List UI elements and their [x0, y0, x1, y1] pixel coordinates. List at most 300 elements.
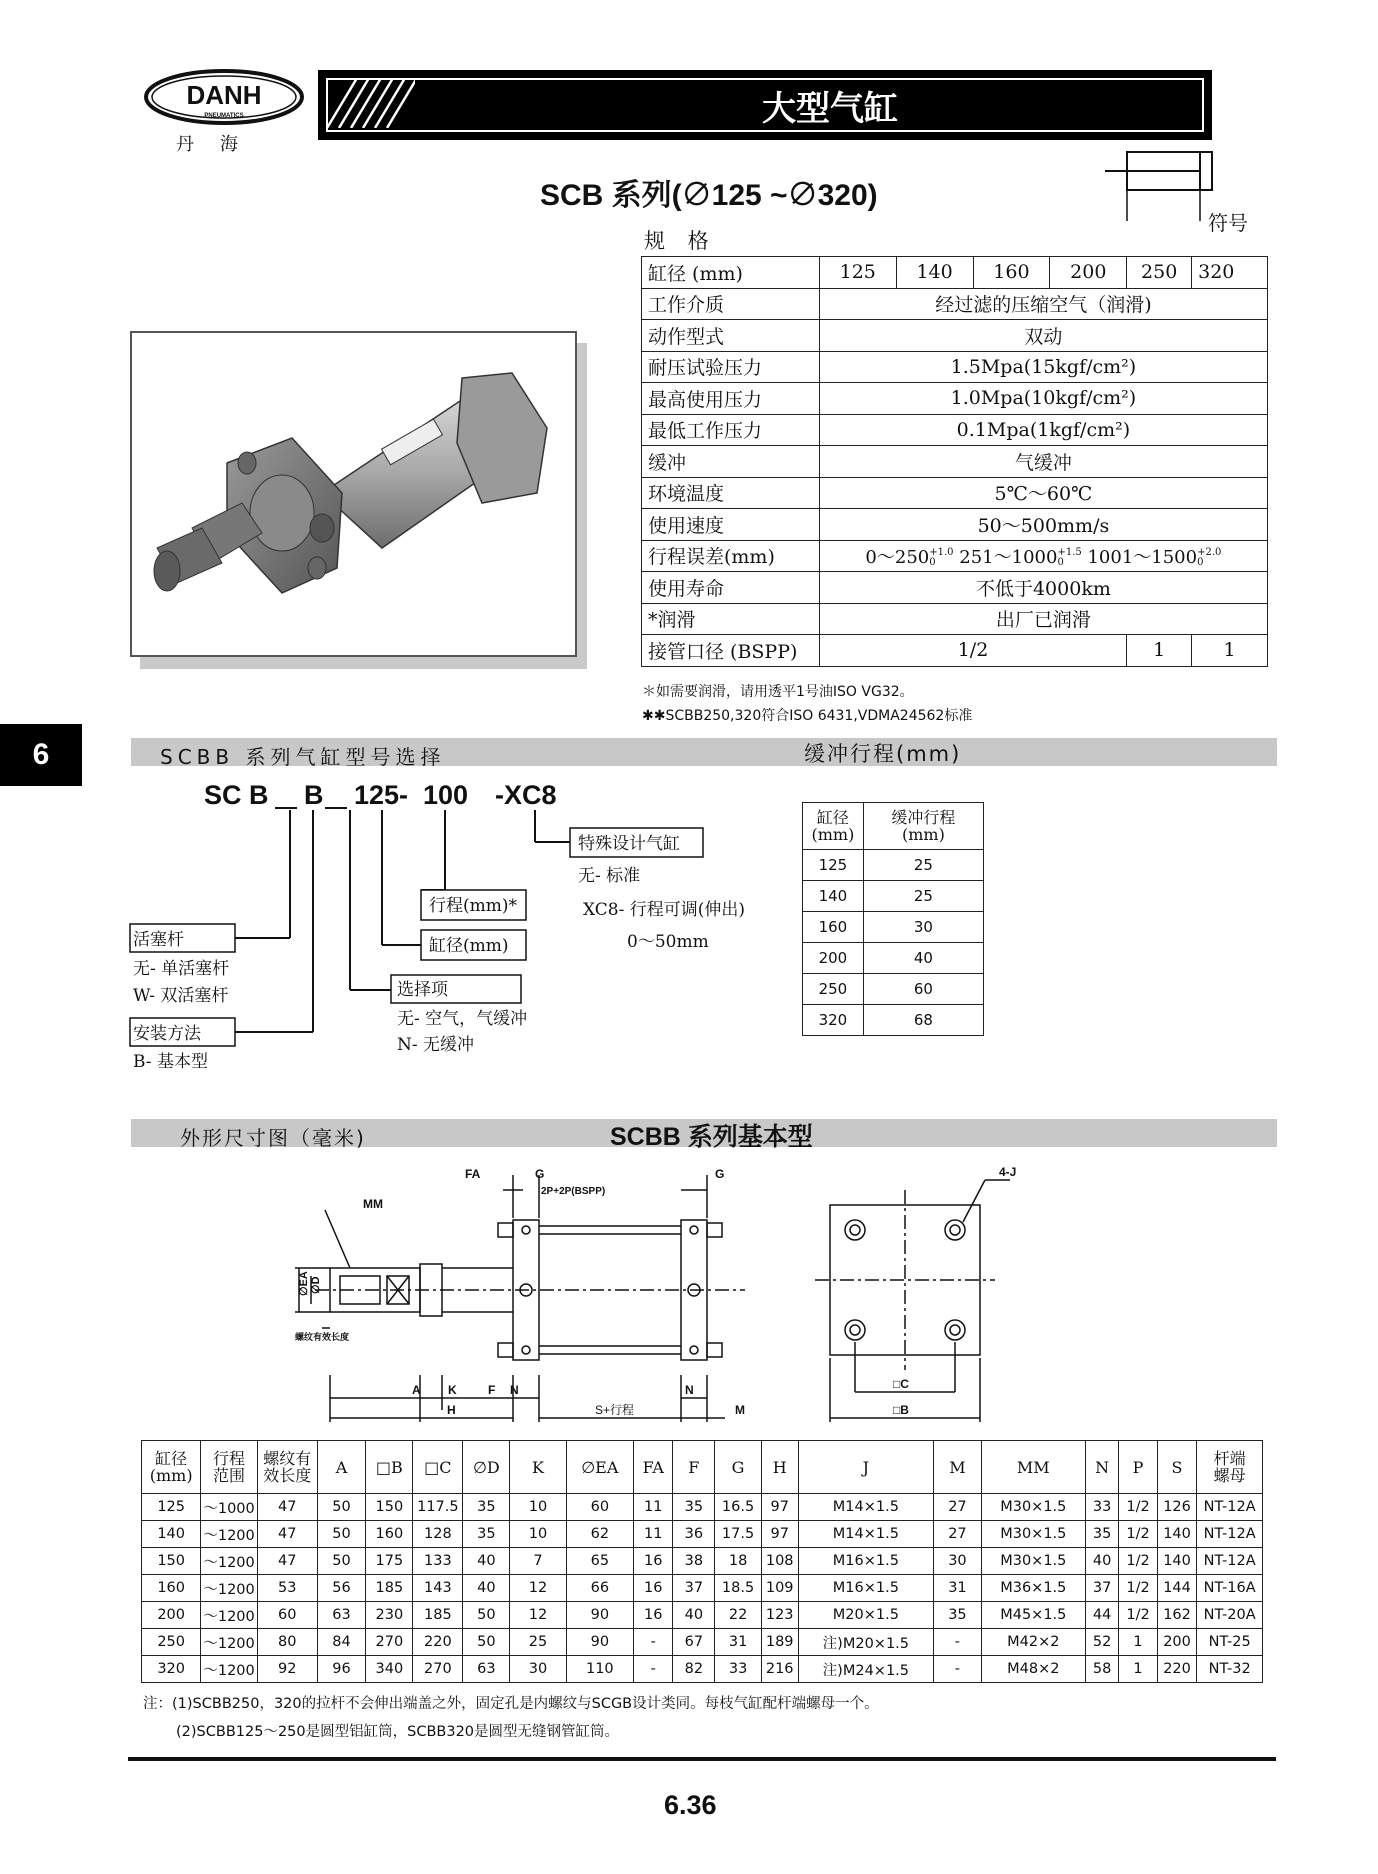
dim-cell: M20×1.5 [798, 1602, 934, 1629]
spec-label: 耐压试验压力 [642, 351, 820, 383]
dim-cell: - [634, 1656, 673, 1683]
dim-cell: 340 [366, 1656, 413, 1683]
dim-cell: 56 [317, 1575, 366, 1602]
dim-cell: 185 [366, 1575, 413, 1602]
dim-header-cell: N [1085, 1441, 1118, 1494]
dim-cell: 126 [1157, 1494, 1197, 1521]
text-special-1: 无- 标准 [578, 866, 641, 886]
cushion-row [803, 1005, 984, 1036]
dim-cell: 82 [673, 1656, 715, 1683]
label-option: 选择项 [397, 980, 448, 1000]
dim-cell: 62 [566, 1521, 634, 1548]
spec-bore-value: 250 [1127, 257, 1192, 289]
dim-cell: 53 [257, 1575, 317, 1602]
dim-cell: 16 [634, 1575, 673, 1602]
dim-cell: 10 [510, 1521, 566, 1548]
logo-tag: PNEUMATICS [204, 113, 244, 119]
dimension-title: 外形尺寸图（毫米) [180, 1126, 366, 1150]
spec-label: 动作型式 [642, 320, 820, 352]
dim-cell: 47 [257, 1494, 317, 1521]
spec-row [642, 446, 1268, 478]
dim-cell: NT-32 [1197, 1656, 1263, 1683]
dim-cell: 40 [463, 1575, 510, 1602]
dim-cell: 52 [1085, 1629, 1118, 1656]
dim-cell: 162 [1157, 1602, 1197, 1629]
dim-cell: 17.5 [715, 1521, 761, 1548]
dim-cell: 50 [317, 1548, 366, 1575]
dim-cell: 11 [634, 1521, 673, 1548]
dim-cell: 125 [142, 1494, 201, 1521]
dim-cell: M42×2 [981, 1629, 1085, 1656]
dim-header-cell: FA [634, 1441, 673, 1494]
code-part-special: -XC8 [495, 780, 557, 810]
page-number: 6.36 [664, 1790, 717, 1820]
bottom-notes [143, 1690, 879, 1746]
cushion-table [802, 802, 984, 1036]
dim-row [142, 1629, 1263, 1656]
dim-header-cell: M [934, 1441, 982, 1494]
dim-row [142, 1602, 1263, 1629]
code-part-mount: B [304, 780, 324, 810]
text-rod-1: 无- 单活塞杆 [133, 959, 230, 979]
dim-cell: 47 [257, 1521, 317, 1548]
bottom-note: (2)SCBB125～250是圆型铝缸筒，SCBB320是圆型无缝钢管缸筒。 [176, 1724, 620, 1740]
dim-cell: 80 [257, 1629, 317, 1656]
code-part-stroke: 100 [423, 780, 469, 810]
spec-label: 缓冲 [642, 446, 820, 478]
dim-ea: ∅EA [298, 1271, 310, 1296]
cushion-header-row [803, 803, 984, 850]
spec-value: 不低于4000km [819, 572, 1267, 604]
dim-cell: 60 [566, 1494, 634, 1521]
dim-n2: N [685, 1383, 694, 1397]
dim-cell: 22 [715, 1602, 761, 1629]
dim-cell: 90 [566, 1602, 634, 1629]
spec-value: 1.0Mpa(10kgf/cm²) [819, 383, 1267, 415]
dim-cell: 108 [761, 1548, 798, 1575]
chapter-tab: 6 [0, 724, 82, 786]
dim-cell: 66 [566, 1575, 634, 1602]
cushion-header: 缸径 (mm) [803, 803, 864, 850]
dim-cell: 175 [366, 1548, 413, 1575]
spec-heading: 规 格 [644, 229, 717, 253]
dim-ports: 2P+2P(BSPP) [541, 1186, 606, 1197]
dim-header-cell: 杆端 螺母 [1197, 1441, 1263, 1494]
dim-cell: 36 [673, 1521, 715, 1548]
cushion-header: 缓冲行程 (mm) [863, 803, 983, 850]
spec-row [642, 603, 1268, 635]
dim-s: S+行程 [595, 1403, 635, 1417]
dimension-table [141, 1440, 1263, 1683]
cushion-cell: 160 [803, 912, 864, 943]
footer-rule [128, 1757, 1276, 1761]
spec-note: ✱✱SCBB250,320符合ISO 6431,VDMA24562标准 [642, 708, 973, 724]
spec-value: 5℃～60℃ [819, 477, 1267, 509]
dim-cell: 50 [317, 1494, 366, 1521]
spec-label: 接管口径 (BSPP) [642, 635, 820, 667]
dim-cell: 143 [413, 1575, 463, 1602]
spec-bore-value: 125 [819, 257, 896, 289]
dim-cell: NT-16A [1197, 1575, 1263, 1602]
cushion-cell: 25 [863, 881, 983, 912]
dim-cell: 92 [257, 1656, 317, 1683]
dim-cell: 50 [463, 1629, 510, 1656]
dim-cell: 96 [317, 1656, 366, 1683]
dim-cell: ～1200 [201, 1602, 257, 1629]
dim-cell: 123 [761, 1602, 798, 1629]
dim-cell: ～1000 [201, 1494, 257, 1521]
dim-cell: 160 [366, 1521, 413, 1548]
dim-cell: NT-12A [1197, 1548, 1263, 1575]
dim-row [142, 1575, 1263, 1602]
dim-cell: 37 [1085, 1575, 1118, 1602]
dim-cell: 注)M20×1.5 [798, 1629, 934, 1656]
text-special-3: 0～50mm [627, 932, 709, 952]
dim-cell: M16×1.5 [798, 1575, 934, 1602]
spec-table [641, 256, 1268, 667]
dim-cell: 63 [317, 1602, 366, 1629]
text-option-1: 无- 空气，气缓冲 [397, 1009, 528, 1029]
dim-header-cell: MM [981, 1441, 1085, 1494]
dim-cell: M14×1.5 [798, 1521, 934, 1548]
dim-cell: 7 [510, 1548, 566, 1575]
cushion-cell: 320 [803, 1005, 864, 1036]
dim-cell: 注)M24×1.5 [798, 1656, 934, 1683]
dim-cell: 40 [463, 1548, 510, 1575]
spec-row [642, 383, 1268, 415]
dim-header-cell: □B [366, 1441, 413, 1494]
spec-value: 0.1Mpa(1kgf/cm²) [819, 414, 1267, 446]
dim-cell: - [934, 1629, 982, 1656]
spec-bore-value: 200 [1050, 257, 1127, 289]
dim-cell: 220 [413, 1629, 463, 1656]
dim-cell: M48×2 [981, 1656, 1085, 1683]
dim-cell: 40 [673, 1602, 715, 1629]
dim-cell: 33 [1085, 1494, 1118, 1521]
label-stroke: 行程(mm)* [429, 896, 518, 916]
dim-h: H [447, 1403, 456, 1417]
danh-logo [143, 68, 305, 126]
dim-j: 4-J [999, 1165, 1017, 1179]
dim-cell: 1 [1119, 1656, 1157, 1683]
dim-cell: ～1200 [201, 1656, 257, 1683]
dim-cell: 10 [510, 1494, 566, 1521]
spec-label: 环境温度 [642, 477, 820, 509]
dim-cell: ～1200 [201, 1548, 257, 1575]
cushion-row [803, 974, 984, 1005]
spec-port-value: 1/2 [819, 635, 1126, 667]
cushion-cell: 40 [863, 943, 983, 974]
dim-cell: 63 [463, 1656, 510, 1683]
dim-header-cell: 螺纹有 效长度 [257, 1441, 317, 1494]
cylinder-illustration [132, 333, 575, 655]
spec-port-value: 1 [1192, 635, 1268, 667]
series-title: SCB 系列(∅125 ~∅320) [540, 179, 878, 212]
spec-label: 使用寿命 [642, 572, 820, 604]
dim-cell: 144 [1157, 1575, 1197, 1602]
dim-cell: NT-25 [1197, 1629, 1263, 1656]
dim-cell: 31 [715, 1629, 761, 1656]
dim-header-cell: □C [413, 1441, 463, 1494]
spec-row [642, 509, 1268, 541]
dim-cell: 230 [366, 1602, 413, 1629]
cushion-row [803, 943, 984, 974]
dim-cell: 150 [366, 1494, 413, 1521]
spec-value: 50～500mm/s [819, 509, 1267, 541]
text-option-2: N- 无缓冲 [397, 1035, 475, 1055]
dim-cell: 27 [934, 1521, 982, 1548]
spec-label: *润滑 [642, 603, 820, 635]
dim-g1: G [535, 1167, 545, 1181]
dim-fa: FA [465, 1167, 481, 1181]
label-mount: 安装方法 [133, 1024, 201, 1044]
dim-cell: 220 [1157, 1656, 1197, 1683]
dim-cell: 30 [510, 1656, 566, 1683]
cushion-cell: 25 [863, 850, 983, 881]
dim-cell: 97 [761, 1494, 798, 1521]
cushion-row [803, 881, 984, 912]
dim-cell: 320 [142, 1656, 201, 1683]
spec-row [642, 572, 1268, 604]
dim-a: A [412, 1383, 421, 1397]
spec-row-port [642, 635, 1268, 667]
cushion-row [803, 912, 984, 943]
dim-header-cell: ∅EA [566, 1441, 634, 1494]
product-photo [130, 331, 577, 657]
dim-cell: 50 [463, 1602, 510, 1629]
cushion-cell: 68 [863, 1005, 983, 1036]
spec-value: 0～250+1.0 0 251～1000+1.5 0 1001～1500+2.0 0 [819, 540, 1267, 572]
dim-row [142, 1494, 1263, 1521]
dim-header-cell: G [715, 1441, 761, 1494]
dim-cell: 128 [413, 1521, 463, 1548]
dim-c: □C [893, 1377, 909, 1391]
dim-cell: 60 [257, 1602, 317, 1629]
spec-bore-value: 160 [973, 257, 1050, 289]
dim-cell: ～1200 [201, 1521, 257, 1548]
dim-cell: 25 [510, 1629, 566, 1656]
dim-cell: 38 [673, 1548, 715, 1575]
cushion-cell: 250 [803, 974, 864, 1005]
spec-label: 工作介质 [642, 288, 820, 320]
dim-cell: 33 [715, 1656, 761, 1683]
page-title-bar [318, 70, 1212, 140]
dim-cell: - [934, 1656, 982, 1683]
dim-header-cell: F [673, 1441, 715, 1494]
dim-cell: 185 [413, 1602, 463, 1629]
spec-row [642, 320, 1268, 352]
dim-cell: 90 [566, 1629, 634, 1656]
dim-g2: G [715, 1167, 725, 1181]
dim-cell: M30×1.5 [981, 1521, 1085, 1548]
symbol-label: 符号 [1208, 211, 1248, 235]
dim-mm: MM [363, 1197, 383, 1211]
dim-header-cell: H [761, 1441, 798, 1494]
dim-cell: 18.5 [715, 1575, 761, 1602]
spec-value: 双动 [819, 320, 1267, 352]
spec-value: 1.5Mpa(15kgf/cm²) [819, 351, 1267, 383]
dim-cell: 65 [566, 1548, 634, 1575]
cushion-cell: 60 [863, 974, 983, 1005]
dim-cell: M14×1.5 [798, 1494, 934, 1521]
dim-cell: 18 [715, 1548, 761, 1575]
dim-cell: 37 [673, 1575, 715, 1602]
cushion-cell: 140 [803, 881, 864, 912]
dim-cell: 160 [142, 1575, 201, 1602]
dim-cell: 1/2 [1119, 1602, 1157, 1629]
logo-wordmark: DANH [186, 80, 262, 110]
spec-bore-value: 320 [1192, 257, 1268, 289]
dim-row [142, 1656, 1263, 1683]
dim-cell: 31 [934, 1575, 982, 1602]
dim-cell: - [634, 1629, 673, 1656]
dim-cell: 1/2 [1119, 1548, 1157, 1575]
dim-header-row [142, 1441, 1263, 1494]
dim-cell: 1 [1119, 1629, 1157, 1656]
dim-cell: 40 [1085, 1548, 1118, 1575]
dim-cell: 35 [463, 1494, 510, 1521]
dim-header-cell: S [1157, 1441, 1197, 1494]
dim-cell: 47 [257, 1548, 317, 1575]
cushion-cell: 125 [803, 850, 864, 881]
dim-cell: 35 [934, 1602, 982, 1629]
dim-cell: 117.5 [413, 1494, 463, 1521]
dim-cell: M45×1.5 [981, 1602, 1085, 1629]
dim-cell: NT-12A [1197, 1494, 1263, 1521]
dim-cell: 97 [761, 1521, 798, 1548]
spec-value: 出厂已润滑 [819, 603, 1267, 635]
dim-header-cell: P [1119, 1441, 1157, 1494]
dim-thread: 螺纹有效长度 [295, 1332, 350, 1342]
label-bore: 缸径(mm) [429, 936, 509, 956]
dim-header-cell: A [317, 1441, 366, 1494]
dim-cell: 12 [510, 1602, 566, 1629]
dim-f: F [488, 1383, 496, 1397]
dim-cell: 200 [1157, 1629, 1197, 1656]
text-special-2: XC8- 行程可调(伸出) [583, 900, 746, 920]
spec-label: 缸径 (mm) [642, 257, 820, 289]
label-rod: 活塞杆 [133, 930, 184, 950]
spec-port-value: 1 [1127, 635, 1192, 667]
spec-row [642, 414, 1268, 446]
dim-cell: ～1200 [201, 1629, 257, 1656]
cushion-row [803, 850, 984, 881]
dim-cell: 12 [510, 1575, 566, 1602]
spec-label: 最低工作压力 [642, 414, 820, 446]
dim-row [142, 1521, 1263, 1548]
dim-cell: 11 [634, 1494, 673, 1521]
dim-cell: 270 [366, 1629, 413, 1656]
dim-cell: 58 [1085, 1656, 1118, 1683]
dim-n1: N [510, 1383, 519, 1397]
dim-cell: 216 [761, 1656, 798, 1683]
dim-cell: 133 [413, 1548, 463, 1575]
spec-row-stroke-tolerance [642, 540, 1268, 572]
dim-cell: 35 [673, 1494, 715, 1521]
dim-k: K [448, 1383, 457, 1397]
label-special: 特殊设计气缸 [578, 834, 680, 854]
dim-cell: 35 [463, 1521, 510, 1548]
spec-row [642, 477, 1268, 509]
dim-cell: 1/2 [1119, 1521, 1157, 1548]
dim-header-cell: K [510, 1441, 566, 1494]
brand-name-cn: 丹海 [176, 134, 264, 155]
dim-cell: 270 [413, 1656, 463, 1683]
dim-cell: 44 [1085, 1602, 1118, 1629]
dim-cell: 27 [934, 1494, 982, 1521]
page-title: 大型气缸 [762, 89, 898, 129]
dim-cell: 189 [761, 1629, 798, 1656]
dim-cell: 67 [673, 1629, 715, 1656]
dim-cell: 140 [1157, 1548, 1197, 1575]
bottom-note: 注：(1)SCBB250，320的拉杆不会伸出端盖之外，固定孔是内螺纹与SCGB设计类同。每枝气缸配杆端螺母一个。 [143, 1696, 879, 1712]
spec-row [642, 351, 1268, 383]
dim-cell: 200 [142, 1602, 201, 1629]
code-part-bore: 125- [354, 780, 409, 810]
dim-d: ∅D [310, 1276, 322, 1294]
dim-cell: M30×1.5 [981, 1548, 1085, 1575]
dim-cell: NT-12A [1197, 1521, 1263, 1548]
cushion-cell: 30 [863, 912, 983, 943]
dim-m: M [735, 1403, 745, 1417]
dim-b: □B [893, 1403, 909, 1417]
dim-cell: 30 [934, 1548, 982, 1575]
spec-notes [642, 680, 972, 728]
dim-header-cell: J [798, 1441, 934, 1494]
dim-cell: 250 [142, 1629, 201, 1656]
dim-cell: M36×1.5 [981, 1575, 1085, 1602]
dim-cell: ～1200 [201, 1575, 257, 1602]
dim-header-cell: ∅D [463, 1441, 510, 1494]
dim-row [142, 1548, 1263, 1575]
spec-value: 气缓冲 [819, 446, 1267, 478]
spec-note: ＊如需要润滑，请用透平1号油ISO VG32。 [642, 684, 914, 700]
dim-cell: 140 [1157, 1521, 1197, 1548]
spec-row [642, 288, 1268, 320]
cushion-cell: 200 [803, 943, 864, 974]
dim-header-cell: 行程 范围 [201, 1441, 257, 1494]
dim-cell: 150 [142, 1548, 201, 1575]
dim-cell: 16.5 [715, 1494, 761, 1521]
spec-bore-value: 140 [896, 257, 973, 289]
dim-cell: 35 [1085, 1521, 1118, 1548]
dimension-drawing [295, 1160, 1095, 1440]
spec-label: 行程误差(mm) [642, 540, 820, 572]
spec-label: 最高使用压力 [642, 383, 820, 415]
dim-cell: 50 [317, 1521, 366, 1548]
dim-cell: 140 [142, 1521, 201, 1548]
code-part-series: SC B [204, 780, 269, 810]
dim-header-cell: 缸径 (mm) [142, 1441, 201, 1494]
dim-cell: M30×1.5 [981, 1494, 1085, 1521]
dim-cell: 16 [634, 1602, 673, 1629]
dim-cell: 109 [761, 1575, 798, 1602]
dim-cell: 16 [634, 1548, 673, 1575]
text-rod-2: W- 双活塞杆 [133, 986, 229, 1006]
basic-type-title: SCBB 系列基本型 [610, 1123, 813, 1151]
text-mount-1: B- 基本型 [133, 1052, 208, 1072]
dim-cell: NT-20A [1197, 1602, 1263, 1629]
dim-cell: 110 [566, 1656, 634, 1683]
dim-cell: M16×1.5 [798, 1548, 934, 1575]
spec-value: 经过滤的压缩空气（润滑) [819, 288, 1267, 320]
cushion-stroke-title: 缓冲行程(mm) [804, 742, 962, 766]
dim-cell: 1/2 [1119, 1575, 1157, 1602]
spec-row-bore [642, 257, 1268, 289]
dim-cell: 1/2 [1119, 1494, 1157, 1521]
model-code-diagram [125, 770, 785, 1080]
spec-label: 使用速度 [642, 509, 820, 541]
